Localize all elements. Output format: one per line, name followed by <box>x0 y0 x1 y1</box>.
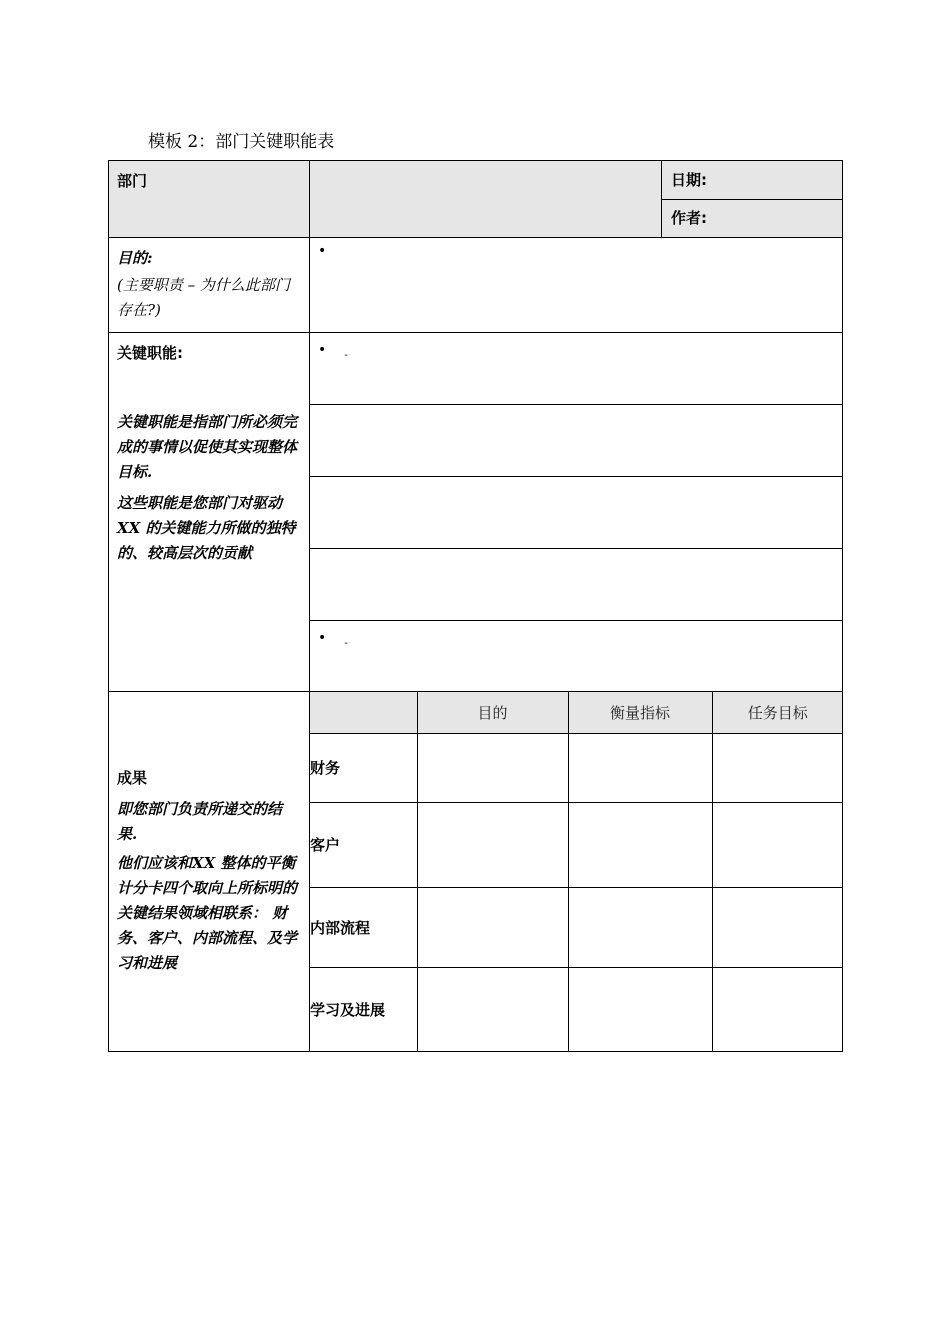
key-function-row-1[interactable] <box>310 333 842 404</box>
results-grid-cell <box>310 692 843 1052</box>
results-label: 成果 <box>117 769 148 787</box>
column-header-purpose: 目的 <box>417 692 568 733</box>
row-label-internal-process: 内部流程 <box>310 887 417 967</box>
key-function-row-3[interactable] <box>310 476 842 548</box>
purpose-label-cell <box>109 238 310 333</box>
column-header-targets: 任务目标 <box>712 692 843 733</box>
learning-growth-metrics-cell[interactable] <box>568 967 712 1051</box>
row-label-customer: 客户 <box>310 802 417 887</box>
purpose-label: 目的: <box>117 249 153 267</box>
key-functions-list <box>310 333 842 691</box>
key-function-bullet-5: • <box>318 629 327 646</box>
key-function-row-2[interactable] <box>310 404 842 476</box>
column-header-metrics: 衡量指标 <box>568 692 712 733</box>
department-label: 部门 <box>117 172 148 190</box>
internal-process-purpose-cell[interactable] <box>417 887 568 967</box>
finance-targets-cell[interactable] <box>712 733 843 802</box>
purpose-note: (主要职责 – 为什么此部门存在?) <box>117 276 290 319</box>
date-label: 日期: <box>671 171 707 189</box>
author-cell[interactable] <box>662 200 843 238</box>
customer-purpose-cell[interactable] <box>417 802 568 887</box>
finance-purpose-cell[interactable] <box>417 733 568 802</box>
department-key-functions-table <box>108 160 843 1052</box>
internal-process-metrics-cell[interactable] <box>568 887 712 967</box>
department-value-cell[interactable] <box>310 161 662 238</box>
purpose-value-cell[interactable] <box>310 238 843 333</box>
learning-growth-targets-cell[interactable] <box>712 967 843 1051</box>
key-functions-note-2: 这些职能是您部门对驱动XX 的关键能力所做的独特的、较高层次的贡献 <box>117 494 296 562</box>
learning-growth-purpose-cell[interactable] <box>417 967 568 1051</box>
key-functions-label: 关键职能: <box>117 344 183 362</box>
customer-metrics-cell[interactable] <box>568 802 712 887</box>
page-title: 模板 2：部门关键职能表 <box>148 132 335 152</box>
results-label-cell <box>109 692 310 1052</box>
key-function-row-5[interactable] <box>310 620 842 691</box>
customer-targets-cell[interactable] <box>712 802 843 887</box>
key-function-bullet-1: • <box>318 342 327 358</box>
internal-process-targets-cell[interactable] <box>712 887 843 967</box>
key-function-dash-1: - <box>344 350 348 361</box>
finance-metrics-cell[interactable] <box>568 733 712 802</box>
results-grid <box>310 692 843 1051</box>
key-functions-label-cell <box>109 333 310 692</box>
row-label-finance: 财务 <box>310 733 417 802</box>
date-cell[interactable] <box>662 161 843 200</box>
key-functions-note-1: 关键职能是指部门所必须完成的事情以促使其实现整体目标. <box>117 413 298 481</box>
row-label-learning-growth: 学习及进展 <box>310 967 417 1051</box>
department-label-cell <box>109 161 310 238</box>
key-functions-value-cell <box>310 333 843 692</box>
results-corner-cell <box>310 692 417 733</box>
key-function-row-4[interactable] <box>310 548 842 620</box>
author-label: 作者: <box>671 209 707 227</box>
key-function-dash-5: - <box>344 637 348 649</box>
results-note-2: 他们应该和XX 整体的平衡计分卡四个取向上所标明的关键结果领域相联系： 财务、客户、内部流程、及学习和进展 <box>117 854 298 972</box>
purpose-bullet: • <box>318 243 327 259</box>
results-note-1: 即您部门负责所递交的结果. <box>117 800 283 843</box>
